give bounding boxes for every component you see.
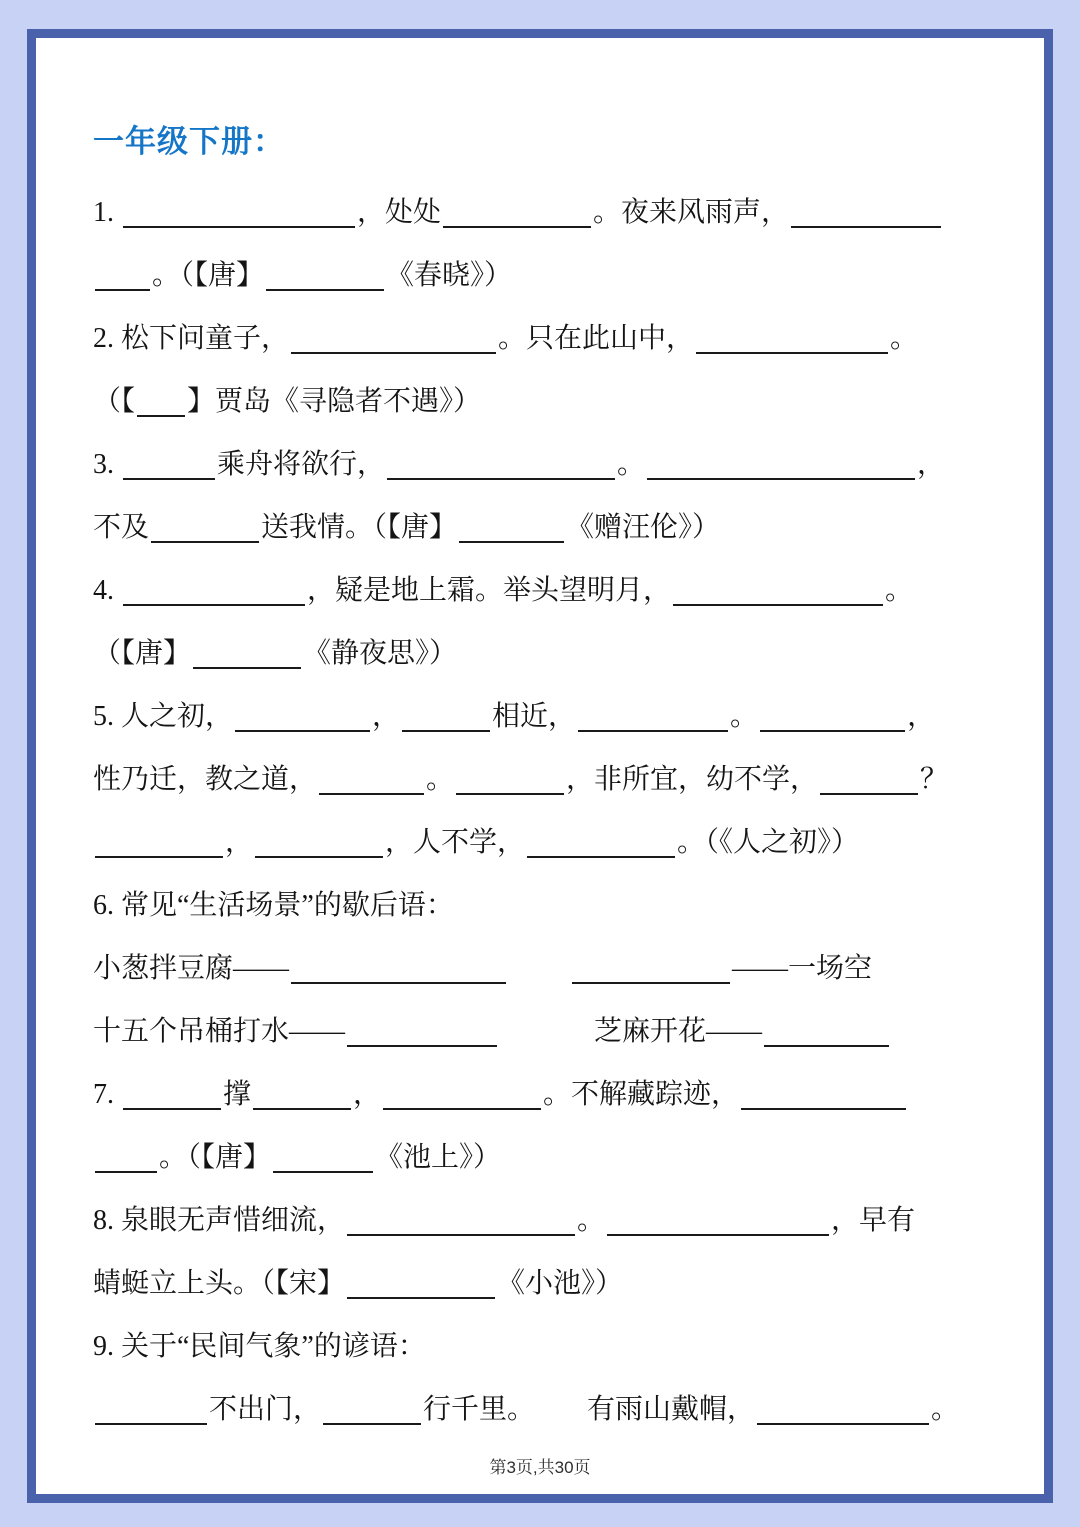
line-text: 蜻蜓立上头。（【宋】 bbox=[93, 1268, 346, 1299]
worksheet-line bbox=[93, 433, 998, 496]
page-footer: 第3页,共30页 bbox=[489, 1458, 591, 1477]
worksheet-line bbox=[93, 1126, 998, 1189]
fill-in-blank bbox=[402, 730, 490, 732]
worksheet-line bbox=[93, 1378, 998, 1441]
fill-in-blank bbox=[459, 541, 564, 543]
line-text: 乘舟将欲行， bbox=[217, 449, 386, 480]
line-text: 芝麻开花—— bbox=[594, 1016, 763, 1047]
worksheet-content bbox=[93, 116, 998, 1441]
fill-in-blank bbox=[123, 478, 215, 480]
line-text: 2. 松下问童子， bbox=[93, 323, 290, 354]
fill-in-blank bbox=[266, 289, 384, 291]
fill-in-blank bbox=[673, 604, 883, 606]
line-text: （【 bbox=[93, 386, 136, 417]
line-text: ——一场空 bbox=[732, 953, 873, 984]
fill-in-blank bbox=[95, 856, 223, 858]
fill-in-blank bbox=[291, 352, 496, 354]
line-text: ，非所宜，幼不学， bbox=[566, 764, 819, 795]
line-text: ，处处 bbox=[357, 197, 442, 228]
line-text: 《池上》） bbox=[375, 1142, 502, 1173]
fill-in-blank bbox=[383, 1108, 541, 1110]
worksheet-line bbox=[93, 937, 998, 1000]
line-text: 《小池》） bbox=[497, 1268, 624, 1299]
line-text: 6. 常见“生活场景”的歇后语： bbox=[93, 890, 454, 921]
fill-in-blank bbox=[319, 793, 424, 795]
worksheet-line bbox=[93, 370, 998, 433]
line-text: 。 bbox=[730, 701, 759, 732]
line-text: 。 bbox=[426, 764, 455, 795]
line-text: ， bbox=[225, 827, 254, 858]
fill-in-blank bbox=[273, 1171, 373, 1173]
worksheet-line bbox=[93, 622, 998, 685]
line-text: （【唐】 bbox=[93, 638, 192, 669]
line-text: 。（【唐】 bbox=[159, 1142, 272, 1173]
fill-in-blank bbox=[151, 541, 259, 543]
fill-in-blank bbox=[387, 478, 615, 480]
line-text: ？ bbox=[920, 764, 949, 795]
line-text: 7. bbox=[93, 1079, 121, 1110]
fill-in-blank bbox=[820, 793, 918, 795]
worksheet-line bbox=[93, 307, 998, 370]
line-text: 。 bbox=[931, 1394, 960, 1425]
worksheet-line bbox=[93, 685, 998, 748]
fill-in-blank bbox=[607, 1234, 829, 1236]
fill-in-blank bbox=[235, 730, 370, 732]
line-text: 相近， bbox=[492, 701, 577, 732]
fill-in-blank bbox=[572, 982, 730, 984]
fill-in-blank bbox=[347, 1234, 575, 1236]
line-text: 。 bbox=[890, 323, 919, 354]
worksheet-line bbox=[93, 1189, 998, 1252]
fill-in-blank bbox=[647, 478, 915, 480]
line-text: 。不解藏踪迹， bbox=[543, 1079, 740, 1110]
worksheet-line bbox=[93, 496, 998, 559]
fill-in-blank bbox=[760, 730, 905, 732]
line-text: ， bbox=[372, 701, 401, 732]
fill-in-blank bbox=[323, 1423, 421, 1425]
worksheet-line bbox=[93, 1252, 998, 1315]
worksheet-line bbox=[93, 1000, 998, 1063]
line-text: 。只在此山中， bbox=[498, 323, 695, 354]
line-text: 撑 bbox=[223, 1079, 252, 1110]
line-text: 8. 泉眼无声惜细流， bbox=[93, 1205, 346, 1236]
line-text: 9. 关于“民间气象”的谚语： bbox=[93, 1331, 426, 1362]
line-text: 3. bbox=[93, 449, 121, 480]
line-text: ，人不学， bbox=[385, 827, 526, 858]
worksheet-line bbox=[93, 1315, 998, 1378]
fill-in-blank bbox=[123, 604, 305, 606]
line-text: 《静夜思》） bbox=[303, 638, 458, 669]
fill-in-blank bbox=[696, 352, 888, 354]
line-text: 小葱拌豆腐—— bbox=[93, 953, 290, 984]
line-text: 。（《人之初》） bbox=[677, 827, 860, 858]
line-text: 5. 人之初， bbox=[93, 701, 234, 732]
line-text: 性乃迁，教之道， bbox=[93, 764, 318, 795]
line-text: 。 bbox=[617, 449, 646, 480]
fill-in-blank bbox=[791, 226, 941, 228]
fill-in-blank bbox=[137, 415, 185, 417]
fill-in-blank bbox=[443, 226, 591, 228]
line-text: 行千里。 bbox=[423, 1394, 536, 1425]
line-text: 不及 bbox=[93, 512, 150, 543]
fill-in-blank bbox=[95, 1171, 157, 1173]
fill-in-blank bbox=[757, 1423, 929, 1425]
line-text: 1. bbox=[93, 197, 121, 228]
fill-in-blank bbox=[291, 982, 506, 984]
fill-in-blank bbox=[123, 226, 355, 228]
worksheet-line bbox=[93, 244, 998, 307]
worksheet-line bbox=[93, 811, 998, 874]
line-text: 。（【唐】 bbox=[152, 260, 265, 291]
fill-in-blank bbox=[95, 1423, 207, 1425]
fill-in-blank bbox=[764, 1045, 889, 1047]
worksheet-line bbox=[93, 559, 998, 622]
worksheet-line bbox=[93, 181, 998, 244]
line-text: 《赠汪伦》） bbox=[566, 512, 721, 543]
fill-in-blank bbox=[95, 289, 150, 291]
worksheet-line bbox=[93, 1063, 998, 1126]
line-text: 十五个吊桶打水—— bbox=[93, 1016, 346, 1047]
line-text: ，早有 bbox=[831, 1205, 916, 1236]
fill-in-blank bbox=[347, 1045, 497, 1047]
worksheet-page bbox=[27, 29, 1053, 1503]
worksheet-line bbox=[93, 748, 998, 811]
worksheet-lines bbox=[93, 181, 998, 1441]
line-text: 。夜来风雨声， bbox=[593, 197, 790, 228]
line-text: 。 bbox=[885, 575, 914, 606]
worksheet-line bbox=[93, 874, 998, 937]
line-text: ， bbox=[917, 449, 946, 480]
section-heading: 一年级下册： bbox=[93, 124, 285, 159]
line-text: ， bbox=[907, 701, 936, 732]
fill-in-blank bbox=[347, 1297, 495, 1299]
fill-in-blank bbox=[456, 793, 564, 795]
fill-in-blank bbox=[193, 667, 301, 669]
line-text: ，疑是地上霜。举头望明月， bbox=[307, 575, 672, 606]
line-text: 《春晓》） bbox=[386, 260, 513, 291]
fill-in-blank bbox=[527, 856, 675, 858]
line-text: 有雨山戴帽， bbox=[587, 1394, 756, 1425]
fill-in-blank bbox=[578, 730, 728, 732]
line-text: 不出门， bbox=[209, 1394, 322, 1425]
line-text: 】贾岛《寻隐者不遇》） bbox=[187, 386, 482, 417]
line-text: 。 bbox=[577, 1205, 606, 1236]
fill-in-blank bbox=[255, 856, 383, 858]
fill-in-blank bbox=[123, 1108, 221, 1110]
line-text: 4. bbox=[93, 575, 121, 606]
fill-in-blank bbox=[253, 1108, 351, 1110]
line-text: ， bbox=[353, 1079, 382, 1110]
fill-in-blank bbox=[741, 1108, 906, 1110]
line-text: 送我情。（【唐】 bbox=[261, 512, 458, 543]
